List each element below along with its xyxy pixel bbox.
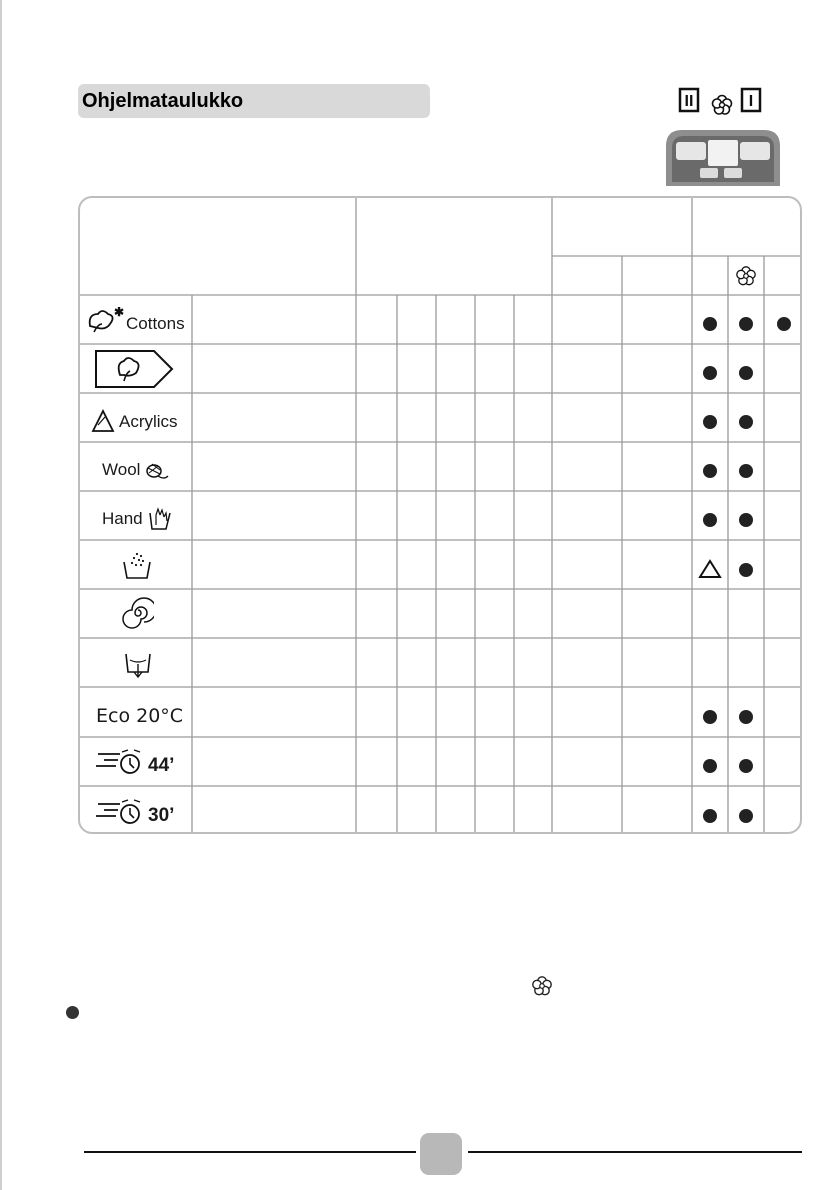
program-name-wool: Wool	[102, 460, 141, 479]
detergent-dot-mark	[703, 317, 717, 331]
detergent-triangle-mark	[698, 559, 722, 579]
drain-icon	[122, 646, 154, 680]
page-number-badge	[420, 1133, 462, 1175]
rinse-icon	[120, 548, 154, 582]
quick-wash-30-icon	[94, 794, 192, 830]
cotton-flower-tag-icon	[94, 347, 176, 391]
detergent-dot-mark	[739, 809, 753, 823]
table-grid	[80, 198, 800, 832]
wool-yarn-icon	[98, 452, 186, 484]
detergent-dot-mark	[739, 317, 753, 331]
quick-wash-44-icon	[94, 744, 192, 780]
page-title: Ohjelmataulukko	[82, 90, 244, 112]
spin-icon	[122, 596, 154, 630]
legend-bullet-dot-icon	[66, 1006, 79, 1019]
detergent-dot-mark	[739, 366, 753, 380]
acrylics-triangle-icon	[90, 403, 190, 435]
detergent-dot-mark	[703, 809, 717, 823]
program-name-cottons: Cottons	[126, 314, 185, 333]
svg-text:✱: ✱	[114, 305, 125, 319]
title-bar	[78, 84, 430, 118]
detergent-dot-mark	[703, 366, 717, 380]
footer-rule-right	[468, 1151, 802, 1153]
page-edge	[0, 0, 2, 1190]
program-name-44: 44’	[148, 755, 175, 776]
eco-20c-label-graphic	[92, 700, 192, 730]
cottons-icon	[84, 302, 190, 338]
program-table	[78, 196, 802, 834]
footer-rule-left	[84, 1151, 416, 1153]
compartment-ii-icon	[680, 89, 698, 111]
softener-flower-icon	[713, 96, 732, 115]
program-name-eco-20c: Eco 20°C	[96, 705, 184, 727]
detergent-dot-mark	[739, 563, 753, 577]
compartment-ii-label: II	[684, 93, 694, 110]
compartment-i-icon	[742, 89, 760, 111]
program-name-30: 30’	[148, 805, 175, 826]
detergent-dispenser-illustration	[664, 86, 782, 186]
program-name-acrylics: Acrylics	[119, 412, 178, 431]
header-softener-flower-icon	[737, 267, 755, 285]
detergent-dot-mark	[777, 317, 791, 331]
hand-wash-icon	[98, 501, 188, 533]
program-name-hand: Hand	[102, 509, 143, 528]
detergent-dot-mark	[739, 415, 753, 429]
detergent-dot-mark	[703, 415, 717, 429]
legend-softener-flower-icon	[528, 972, 556, 1000]
compartment-i-label: I	[748, 93, 754, 110]
